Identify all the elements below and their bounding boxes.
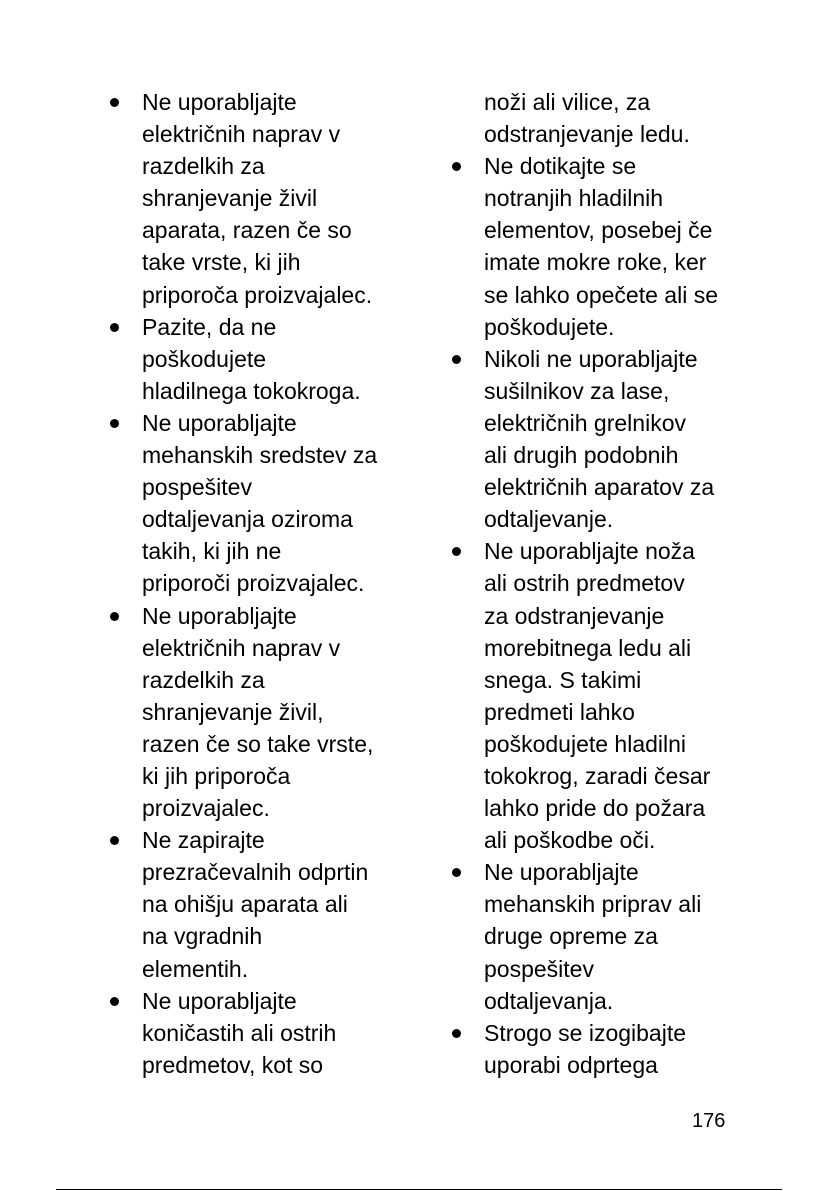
list-item: Strogo se izogibajte uporabi odprtega <box>446 1017 746 1081</box>
list-item: Ne uporabljajte električnih naprav v razdelkih za shranjevanje živil, razen če so take vrste, ki jih priporoča proizvajalec. <box>104 600 404 825</box>
list-item: Ne uporabljajte mehanskih sredstev za pospešitev odtaljevanja oziroma takih, ki jih ne priporoči proizvajalec. <box>104 407 404 600</box>
footer-divider <box>56 1189 782 1190</box>
bullet-icon <box>452 1029 461 1038</box>
bullet-icon <box>452 162 461 171</box>
list-item: Ne uporabljajte koničastih ali ostrih predmetov, kot so <box>104 985 404 1081</box>
list-item: Ne zapirajte prezračevalnih odprtin na ohišju aparata ali na vgradnih elementih. <box>104 824 404 984</box>
bullet-icon <box>110 836 119 845</box>
left-column <box>104 86 404 1081</box>
bullet-icon <box>110 612 119 621</box>
bullet-icon <box>110 997 119 1006</box>
bullet-icon <box>110 419 119 428</box>
list-item: Ne uporabljajte mehanskih priprav ali druge opreme za pospešitev odtaljevanja. <box>446 856 746 1016</box>
bullet-icon <box>110 98 119 107</box>
list-item: Nikoli ne uporabljajte sušilnikov za lase, električnih grelnikov ali drugih podobnih električnih aparatov za odtaljevanje. <box>446 343 746 536</box>
list-item: Ne uporabljajte električnih naprav v razdelkih za shranjevanje živil aparata, razen če so take vrste, ki jih priporoča proizvajalec. <box>104 86 404 311</box>
list-item-continuation: noži ali vilice, za odstranjevanje ledu. <box>484 89 690 148</box>
bullet-icon <box>452 547 461 556</box>
bullet-icon <box>452 868 461 877</box>
bullet-icon <box>452 355 461 364</box>
list-item: Ne uporabljajte noža ali ostrih predmetov za odstranjevanje morebitnega ledu ali snega. S takimi predmeti lahko poškodujete hladilni tokokrog, zaradi česar lahko pride do požara ali poškodbe oči. <box>446 535 746 856</box>
list-item: Pazite, da ne poškodujete hladilnega tokokroga. <box>104 311 404 407</box>
list-item: Ne dotikajte se notranjih hladilnih elementov, posebej če imate mokre roke, ker se lahko opečete ali se poškodujete. <box>446 150 746 343</box>
page-number: 176 <box>692 1110 726 1132</box>
bullet-icon <box>110 323 119 332</box>
right-column <box>446 86 746 1081</box>
